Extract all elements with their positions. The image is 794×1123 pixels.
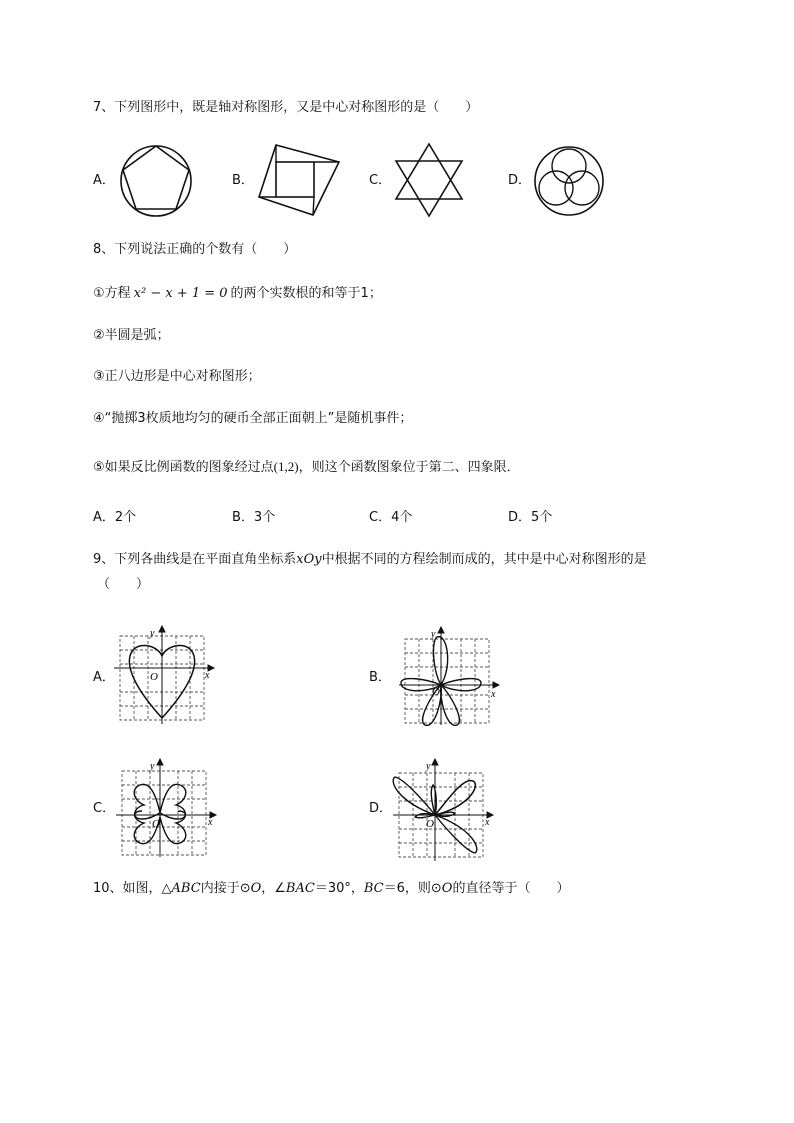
q10-stem [93, 880, 569, 898]
q9-graph-b-axis-x: x [491, 689, 496, 700]
q10-text-4: ＝30°， [314, 881, 364, 896]
q10-angle: BAC [285, 881, 315, 896]
q8-statement-5 [93, 458, 520, 477]
q9-stem-math: xOy [296, 552, 322, 567]
q10-text-2: 内接于⊙ [200, 881, 251, 896]
q10-segment: BC [363, 881, 384, 896]
q9-graph-a-axis-y: y [150, 628, 155, 639]
q8-option-c: C．4个 [369, 510, 413, 525]
q9-graph-d-axis-y: y [426, 761, 431, 772]
q9-stem-line2: （ ） [97, 577, 150, 592]
q8-statement-4: ④“抛掷3枚质地均匀的硬币全部正面朝上”是随机事件； [93, 411, 413, 426]
q7-option-c-label: C． [369, 173, 392, 188]
q10-triangle: △ABC [161, 881, 201, 896]
q7-stem: 7、下列图形中，既是轴对称图形，又是中心对称图形的是（ ） [93, 100, 479, 115]
q9-graph-d-origin: O [426, 818, 434, 830]
q9-option-d-label: D． [369, 801, 393, 816]
q8-option-d: D．5个 [508, 510, 553, 525]
q9-graph-b-origin: O [432, 686, 440, 698]
q8-statement-3: ③正八边形是中心对称图形； [93, 369, 261, 384]
q7-figure-a-pentagon-in-circle [118, 145, 194, 217]
q8-stem: 8、下列说法正确的个数有（ ） [93, 242, 297, 257]
q9-graph-c-four-hearts-curve [116, 757, 220, 857]
q7-option-a-label: A． [93, 173, 115, 188]
q10-text-6: 的直径等于（ ） [452, 881, 570, 896]
q10-circle-center-1: O [250, 881, 262, 896]
q8-statement-1-text-a: ①方程 [93, 286, 131, 301]
q10-text-1: 10、如图， [93, 881, 162, 896]
q10-text-3: ，∠ [261, 881, 286, 896]
q9-graph-a-axis-x: x [205, 670, 210, 681]
q9-stem-text-a: 9、下列各曲线是在平面直角坐标系 [93, 552, 297, 567]
q8-statement-5-text-b: ，则这个函数图象位于第二、四象限． [298, 460, 520, 475]
q7-option-b-label: B． [232, 173, 254, 188]
q9-graph-d-axis-x: x [485, 817, 490, 828]
q9-option-a-label: A． [93, 670, 115, 685]
q8-statement-2: ②半圆是弧； [93, 328, 170, 343]
q8-statement-5-text-a: ⑤如果反比例函数的图象经过点 [93, 460, 274, 475]
q9-graph-b-axis-y: y [431, 629, 436, 640]
q9-stem-text-b: 中根据不同的方程绘制而成的，其中是中心对称图形的是 [321, 552, 647, 567]
q9-option-b-label: B． [369, 670, 391, 685]
q8-option-a: A．2个 [93, 510, 137, 525]
q7-figure-c-hexagram [394, 143, 464, 217]
q9-graph-c-axis-x: x [208, 817, 213, 828]
q8-statement-1-text-b: 的两个实数根的和等于1； [230, 286, 382, 301]
q8-option-b: B．3个 [232, 510, 276, 525]
q9-graph-c-axis-y: y [150, 761, 155, 772]
q7-figure-b-square-in-square [258, 144, 340, 218]
q10-circle-center-2: O [441, 881, 453, 896]
q9-option-c-label: C． [93, 801, 116, 816]
q9-graph-d-diagonal-rose-curve [393, 757, 497, 861]
q10-text-5: ＝6，则⊙ [383, 881, 442, 896]
q8-statement-1 [93, 285, 382, 303]
q7-figure-d-three-arcs-in-circle [534, 146, 604, 216]
q9-stem [93, 551, 647, 569]
q9-graph-a-origin: O [150, 671, 158, 683]
q8-statement-1-equation: x² − x + 1 = 0 [133, 286, 228, 301]
q9-graph-c-origin: O [152, 818, 160, 830]
q9-graph-b-petal-curve [399, 625, 503, 725]
q7-option-d-label: D． [508, 173, 532, 188]
q9-graph-a-heart-curve [112, 626, 216, 724]
q8-statement-5-point: (1,2) [273, 459, 299, 474]
